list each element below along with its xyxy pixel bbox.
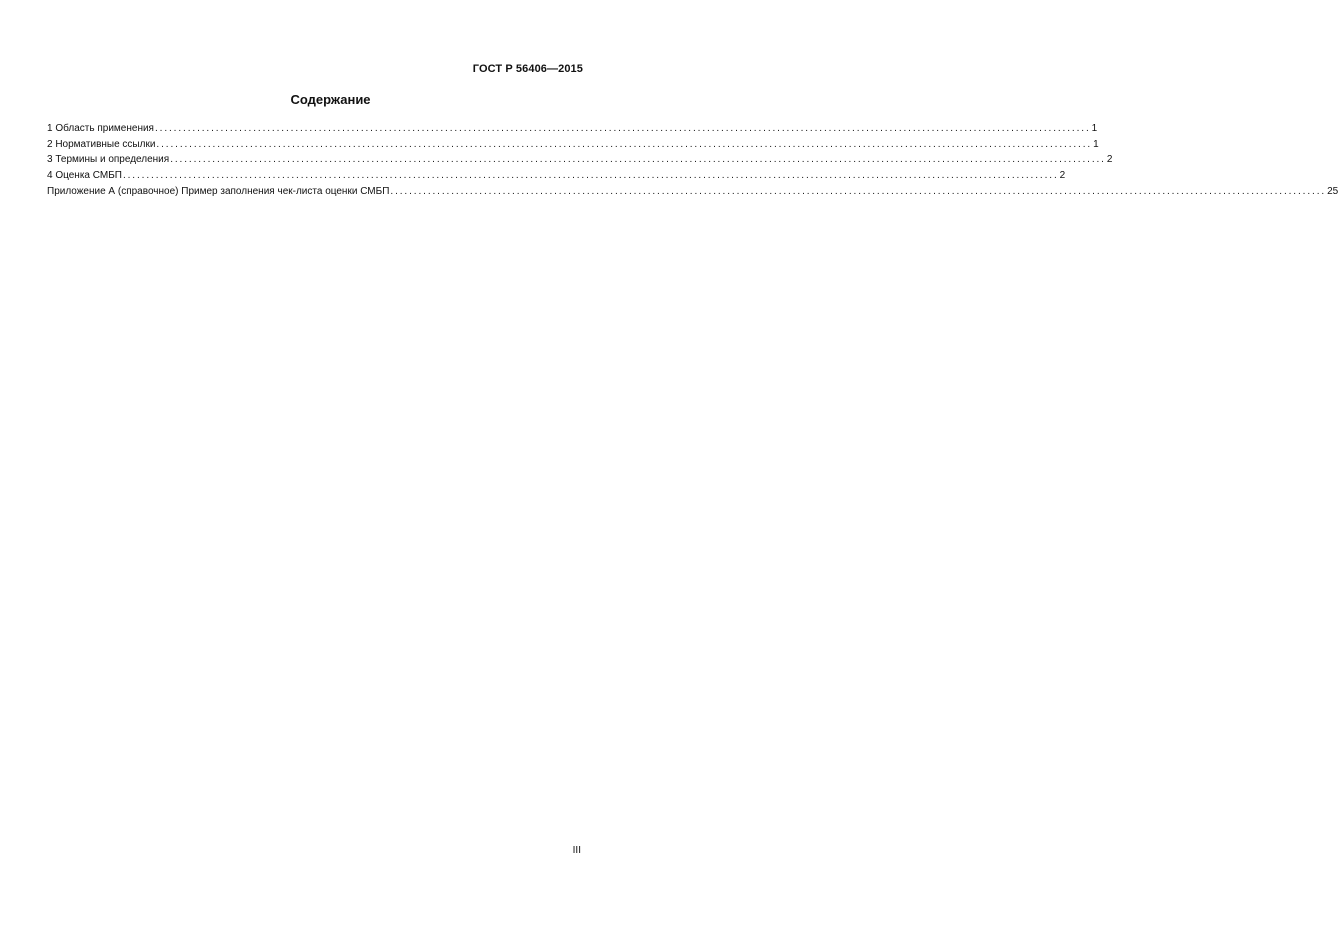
toc-entry-label: 4 Оценка СМБП bbox=[47, 170, 122, 182]
toc-entry[interactable] bbox=[47, 152, 1113, 168]
document-code: ГОСТ Р 56406—2015 bbox=[472, 63, 583, 75]
toc-leader-dots: ........................................................................................................................................................................................................ bbox=[156, 138, 1093, 150]
toc-entry[interactable] bbox=[47, 121, 1098, 137]
toc-entry-label: 2 Нормативные ссылки bbox=[47, 138, 156, 150]
toc-leader-dots: ........................................................................................................................................................................................................ bbox=[390, 185, 1327, 197]
toc-entry-page: 1 bbox=[1091, 123, 1098, 134]
toc-leader-dots: ........................................................................................................................................................................................................ bbox=[154, 123, 1091, 134]
toc-entry-page: 1 bbox=[1093, 138, 1099, 150]
toc-entry-label: Приложение А (справочное) Пример заполнения чек-листа оценки СМБП bbox=[47, 185, 390, 197]
toc-entry-label: 1 Область применения bbox=[47, 123, 154, 134]
toc-entry-page: 25 bbox=[1327, 185, 1338, 197]
toc-entry-page: 2 bbox=[1106, 154, 1113, 166]
toc-leader-dots: ........................................................................................................................................................................................................ bbox=[170, 154, 1106, 166]
toc-entry[interactable] bbox=[47, 168, 1066, 184]
toc-title: Содержание bbox=[290, 92, 371, 107]
toc-leader-dots: ........................................................................................................................................................................................................ bbox=[122, 170, 1059, 182]
table-of-contents bbox=[47, 121, 1338, 199]
page-number: III bbox=[572, 845, 581, 856]
toc-entry[interactable] bbox=[47, 184, 1338, 200]
toc-entry[interactable] bbox=[47, 137, 1099, 153]
toc-entry-label: 3 Термины и определения bbox=[47, 154, 170, 166]
toc-entry-page: 2 bbox=[1059, 170, 1066, 182]
